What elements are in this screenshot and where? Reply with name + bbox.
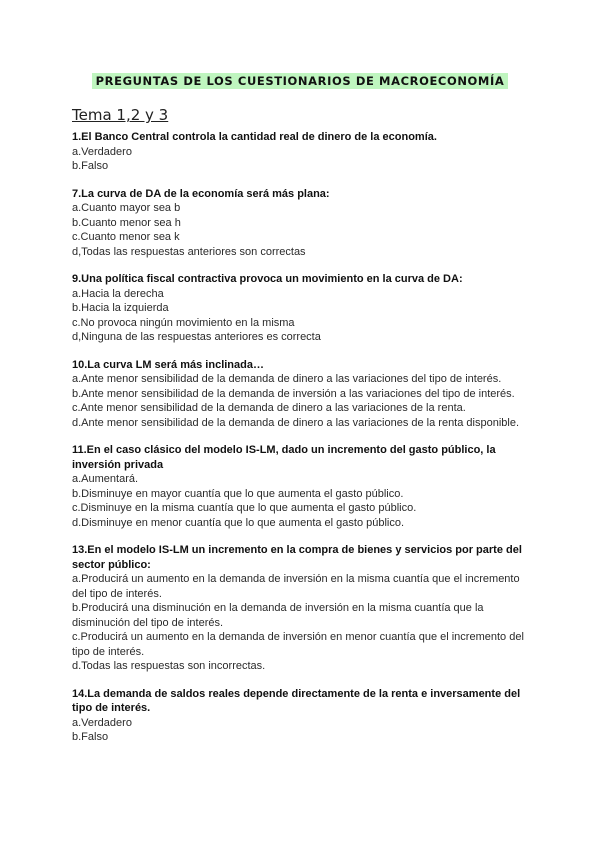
answer-option: d.Disminuye en menor cuantía que lo que aumenta el gasto público. [72, 516, 405, 529]
answer-option: b.Falso [72, 160, 109, 172]
answer-option: d,Ninguna de las respuestas anteriores es correcta [72, 331, 321, 343]
question-text: 7.La curva de DA de la economía será más plana: [72, 187, 330, 200]
question-text: 13.En el modelo IS-LM un incremento en la compra de bienes y servicios por parte del sector público: [72, 544, 522, 571]
answer-option: b.Disminuye en mayor cuantía que lo que aumenta el gasto público. [72, 487, 404, 500]
section-heading: Tema 1,2 y 3 [72, 106, 169, 124]
answer-option: b.Producirá una disminución en la demanda de inversión en la misma cuantía que la disminución del tipo de interés. [72, 602, 484, 629]
answer-option: b.Ante menor sensibilidad de la demanda de inversión a las variaciones del tipo de interés. [72, 387, 515, 400]
answer-option: a.Aumentará. [72, 473, 139, 485]
answer-option: c.No provoca ningún movimiento en la misma [72, 316, 295, 329]
answer-option: b.Falso [72, 731, 109, 743]
question-10 [72, 358, 532, 431]
question-text: 9.Una política fiscal contractiva provoca un movimiento en la curva de DA: [72, 273, 463, 285]
question-text: 1.El Banco Central controla la cantidad real de dinero de la economía. [72, 131, 437, 143]
question-14 [72, 687, 532, 745]
answer-option: a.Producirá un aumento en la demanda de inversión en la misma cuantía que el incremento del tipo de interés. [72, 573, 520, 600]
answer-option: c.Ante menor sensibilidad de la demanda de dinero a las variaciones de la renta. [72, 402, 466, 414]
question-text: 11.En el caso clásico del modelo IS-LM, dado un incremento del gasto público, la inversión privada [72, 444, 496, 471]
question-text: 10.La curva LM será más inclinada… [72, 358, 264, 371]
answer-option: a.Ante menor sensibilidad de la demanda de dinero a las variaciones del tipo de interés. [72, 373, 502, 385]
question-7 [72, 187, 532, 260]
answer-option: d.Ante menor sensibilidad de la demanda de dinero a las variaciones de la renta disponible. [72, 416, 520, 429]
answer-option: a.Hacia la derecha [72, 287, 164, 300]
question-9 [72, 272, 532, 345]
answer-option: d,Todas las respuestas anteriores son correctas [72, 245, 306, 258]
question-13 [72, 543, 532, 674]
answer-option: d.Todas las respuestas son incorrectas. [72, 660, 266, 672]
answer-option: c.Disminuye en la misma cuantía que lo que aumenta el gasto público. [72, 502, 417, 514]
answer-option: a.Verdadero [72, 716, 132, 729]
answer-option: a.Verdadero [72, 145, 132, 158]
answer-option: c.Cuanto menor sea k [72, 231, 180, 243]
answer-option: a.Cuanto mayor sea b [72, 202, 181, 214]
document-title [0, 72, 600, 90]
answer-option: b.Cuanto menor sea h [72, 216, 181, 229]
questions-list [72, 130, 532, 758]
answer-option: b.Hacia la izquierda [72, 302, 169, 314]
question-1 [72, 130, 532, 174]
question-text: 14.La demanda de saldos reales depende directamente de la renta e inversamente del tipo de interés. [72, 687, 521, 714]
answer-option: c.Producirá un aumento en la demanda de inversión en menor cuantía que el incremento del tipo de interés. [72, 631, 524, 658]
question-11 [72, 443, 532, 530]
document-title-text: PREGUNTAS DE LOS CUESTIONARIOS DE MACROECONOMÍA [92, 73, 509, 89]
